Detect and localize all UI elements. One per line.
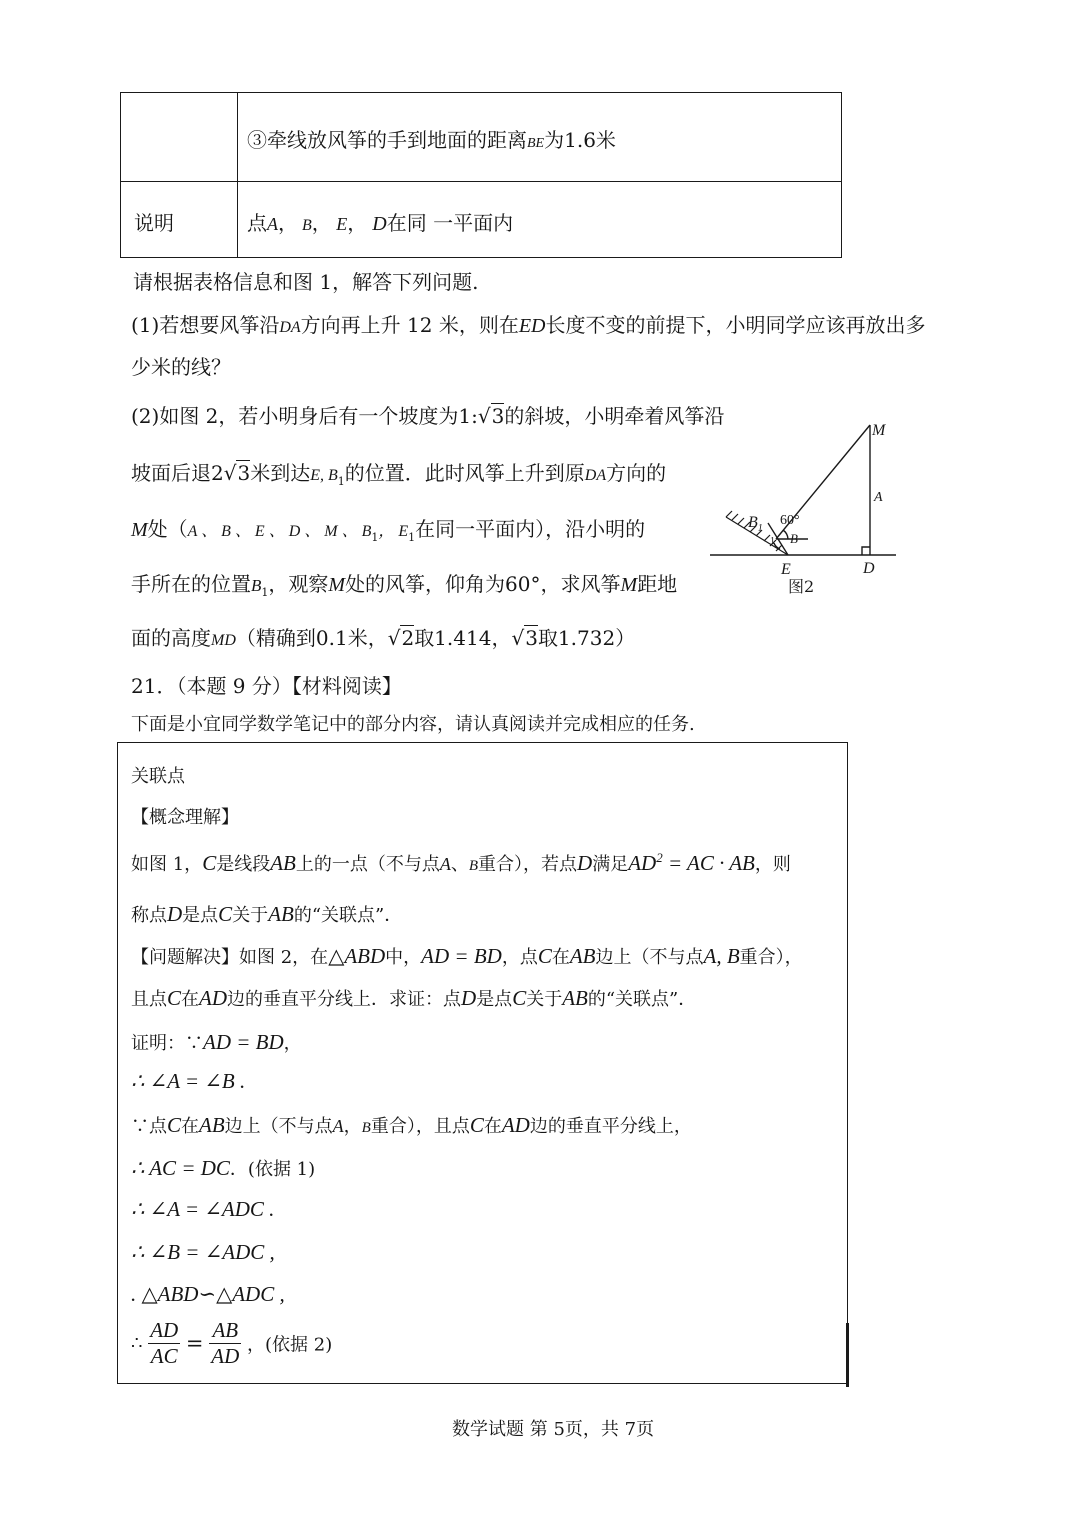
proof-line1: 证明：∵AD = BD， xyxy=(131,1030,302,1054)
proof-line5: ∴ ∠A = ∠ADC . xyxy=(131,1197,275,1221)
label-60-degrees: 60° xyxy=(780,513,800,528)
table-row2-text: 点A， B， E， D在同 一平面内 xyxy=(247,211,514,235)
concept-header: 【概念理解】 xyxy=(131,807,239,828)
concept-line1: 如图 1，C是线段AB上的一点（不与点A、B重合），若点D满足$AD^2$ = AC · AB，则 xyxy=(131,850,791,875)
problem-line2: 且点C在AD边的垂直平分线上．求证：点D是点C关于AB的“关联点”． xyxy=(131,986,697,1010)
question-2-line4: 手所在的位置$B_1$，观察M处的风筝，仰角为60°，求风筝M距地 xyxy=(131,572,678,599)
question-1-line2: 少米的线？ xyxy=(131,355,231,379)
proof-line3: ∵点C在AB边上（不与点A，B重合），且点C在AD边的垂直平分线上， xyxy=(131,1113,692,1137)
question-2-line3: M处（A 、 B 、 E 、 D 、 M 、 $B_1$， $E_1$在同一平面内），沿小明的 xyxy=(131,517,646,544)
proof-line8: ∴ $\frac{AD}{AC}$ = $\frac{AB}{AD}$ ，(依据 2) xyxy=(131,1318,333,1369)
proof-line2: ∴ ∠A = ∠B . xyxy=(131,1069,246,1093)
figure-2-caption: 图2 xyxy=(788,577,815,596)
proof-line4: ∴ AC = DC．(依据 1) xyxy=(131,1156,316,1180)
question-21-header: 21．（本题 9 分）【材料阅读】 xyxy=(131,674,402,698)
label-D: D xyxy=(863,560,875,577)
page-footer: 数学试题 第 5页，共 7页 xyxy=(452,1419,655,1440)
right-angle-mark xyxy=(862,547,870,555)
angle-60-arc xyxy=(783,530,788,539)
label-B1: $B_1$ xyxy=(748,514,763,534)
intro-text: 请根据表格信息和图 1，解答下列问题. xyxy=(133,270,479,294)
table-row2-label: 说明 xyxy=(134,211,174,235)
box-title: 关联点 xyxy=(131,766,185,787)
question-21-intro: 下面是小宜同学数学笔记中的部分内容，请认真阅读并完成相应的任务. xyxy=(131,714,695,735)
question-2-line1: (2)如图 2，若小明身后有一个坡度为1:√3的斜坡，小明牵着风筝沿 xyxy=(131,404,725,428)
proof-line7: . △ABD∽△ADC , xyxy=(131,1282,285,1306)
label-A: A xyxy=(874,490,883,505)
label-E: E xyxy=(781,561,791,578)
table-row-divider xyxy=(121,181,841,182)
label-angle-1: 1 xyxy=(770,536,775,547)
figure-2-diagram xyxy=(708,415,908,600)
label-M: M xyxy=(872,422,886,439)
table-row1-text: ③牵线放风筝的手到地面的距离BE为1.6米 xyxy=(247,128,616,152)
question-2-line2: 坡面后退2√3米到达E, $B_1$的位置．此时风筝上升到原DA方向的 xyxy=(131,461,667,488)
concept-line2: 称点D是点C关于AB的“关联点”． xyxy=(131,902,403,926)
question-1-line1: (1)若想要风筝沿DA方向再上升 12 米，则在ED长度不变的前提下，小明同学应该再放出多 xyxy=(131,313,926,337)
table-column-divider xyxy=(237,93,238,257)
problem-line1: 【问题解决】如图 2，在△ABD中，AD = BD，点C在AB边上（不与点A, B重合）， xyxy=(131,944,803,968)
proof-line6: ∴ ∠B = ∠ADC , xyxy=(131,1240,275,1264)
fraction-AD-over-AC: $\frac{AD}{AC}$ xyxy=(150,1318,179,1369)
box-edge-mark xyxy=(846,1323,849,1387)
label-B: B xyxy=(790,531,798,546)
question-2-line5: 面的高度MD（精确到0.1米，√2取1.414，√3取1.732） xyxy=(131,626,636,650)
fraction-AB-over-AD: $\frac{AB}{AD}$ xyxy=(211,1318,240,1369)
